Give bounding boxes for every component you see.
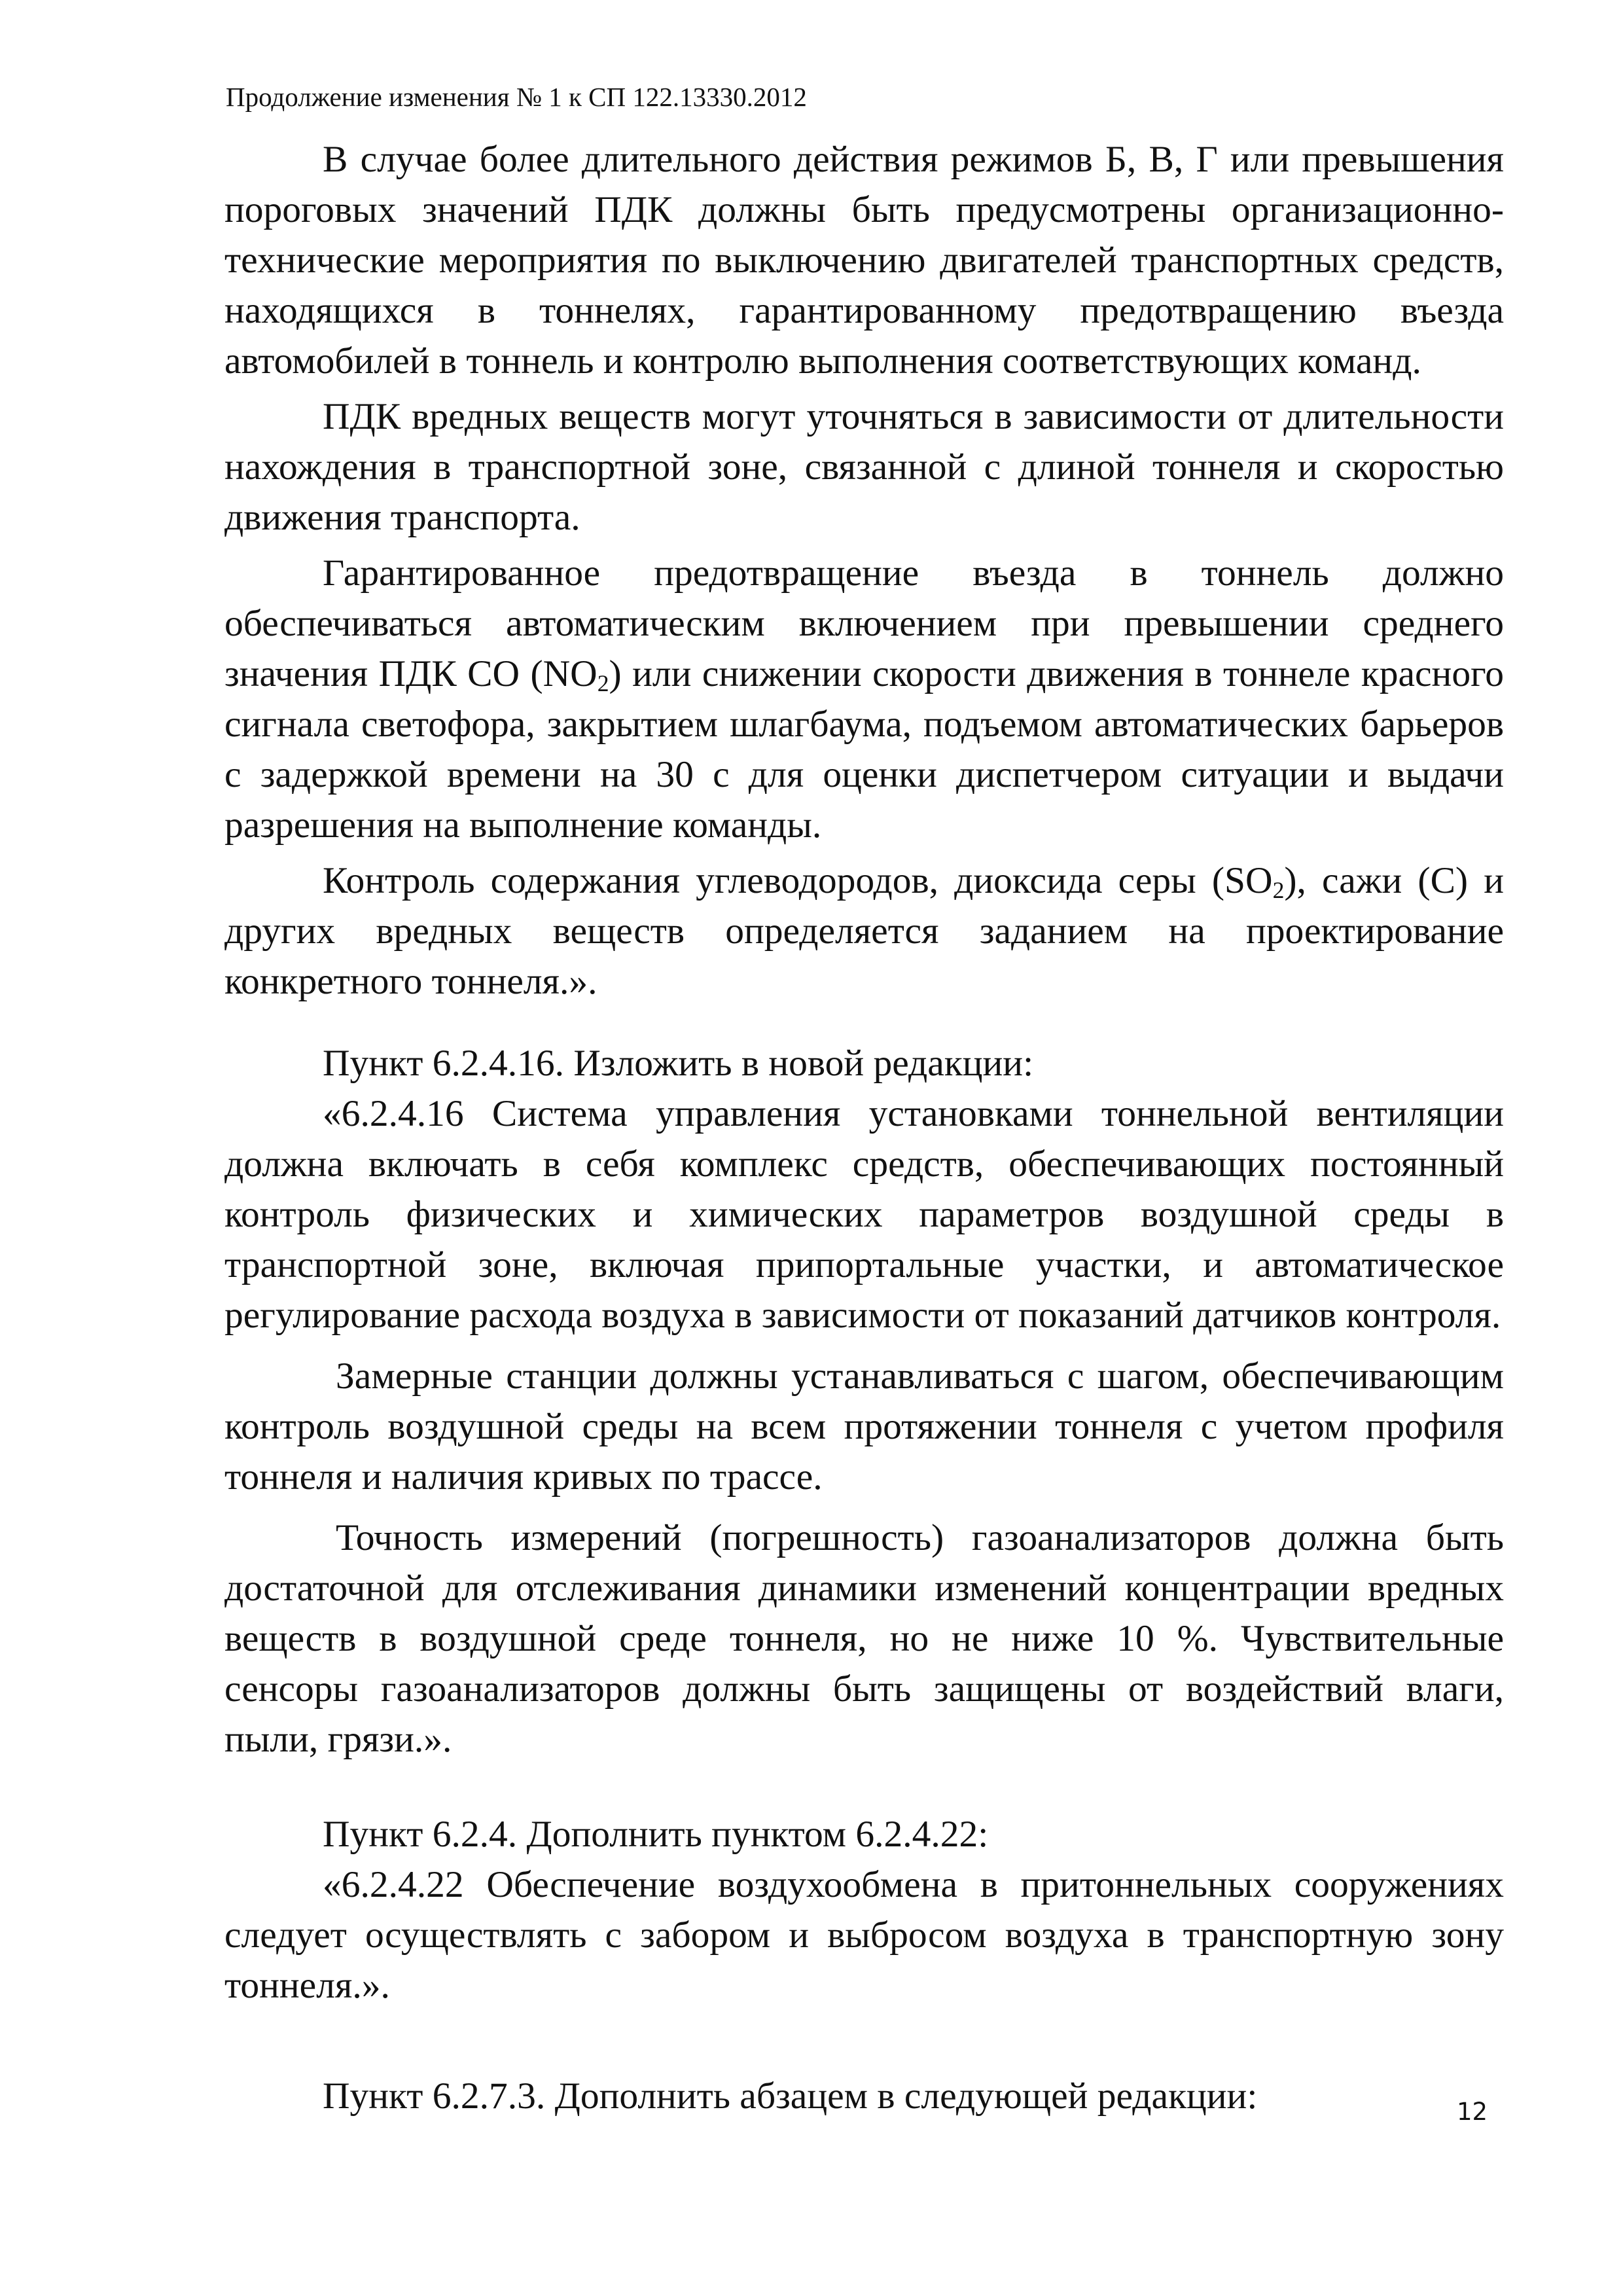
- paragraph-text: Гарантированное предотвращение въезда в тоннель должно обеспечиваться автоматическим включением при превышении среднего значения ПДК СО (NO: [224, 552, 1504, 694]
- section-heading-6-2-4-16: Пункт 6.2.4.16. Изложить в новой редакции:: [323, 1043, 1034, 1084]
- page-number: 12: [1457, 2098, 1488, 2126]
- paragraph-text: Контроль содержания углеводородов, диоксида серы (SO: [323, 860, 1273, 901]
- paragraph-hydrocarbons: [224, 855, 1504, 1007]
- paragraph-control-system: «6.2.4.16 Система управления установками тоннельной вентиляции должна включать в себя комплекс средств, обеспечивающих постоянный контроль физических и химических параметров воздушной среды в транспортной зоне, включая припортальные участки, и автоматическое регулирование расхода воздуха в зависимости от показаний датчиков контроля.: [224, 1093, 1504, 1336]
- paragraph-measuring-stations: Замерные станции должны устанавливаться с шагом, обеспечивающим контроль воздушной среды на всем протяжении тоннеля с учетом профиля тоннеля и наличия кривых по трассе.: [224, 1355, 1504, 1498]
- paragraph-air-exchange: «6.2.4.22 Обеспечение воздухообмена в притоннельных сооружениях следует осуществлять с забором и выбросом воздуха в транспортную зону тоннеля.».: [224, 1864, 1504, 2006]
- section-heading-6-2-4: Пункт 6.2.4. Дополнить пунктом 6.2.4.22:: [323, 1814, 989, 1855]
- paragraph-accuracy: Точность измерений (погрешность) газоанализаторов должна быть достаточной для отслеживания динамики изменений концентрации вредных веществ в воздушной среде тоннеля, но не ниже 10 %. Чувствительные сенсоры газоанализаторов должны быть защищены от воздействий влаги, пыли, грязи.».: [224, 1517, 1504, 1760]
- running-header: Продолжение изменения № 1 к СП 122.13330.2012: [226, 82, 807, 112]
- paragraph-text: ), сажи (С) и других вредных веществ определяется заданием на проектирование конкретного тоннеля.».: [224, 860, 1504, 1002]
- paragraph-text: ) или снижении скорости движения в тоннеле красного сигнала светофора, закрытием шлагбаума, подъемом автоматических барьеров с задержкой времени на 30 с для оценки диспетчером ситуации и выдачи разрешения на выполнение команды.: [224, 653, 1504, 846]
- subscript: 2: [1272, 876, 1285, 903]
- subscript: 2: [597, 670, 609, 696]
- section-heading-6-2-7-3: Пункт 6.2.7.3. Дополнить абзацем в следующей редакции:: [323, 2075, 1258, 2117]
- paragraph-modes: В случае более длительного действия режимов Б, В, Г или превышения пороговых значений ПДК должны быть предусмотрены организационно-технические мероприятия по выключению двигателей транспортных средств, находящихся в тоннелях, гарантированному предотвращению въезда автомобилей в тоннель и контролю выполнения соответствующих команд.: [224, 139, 1504, 382]
- document-body: [224, 134, 1504, 2121]
- paragraph-pdk: ПДК вредных веществ могут уточняться в зависимости от длительности нахождения в транспортной зоне, связанной с длиной тоннеля и скоростью движения транспорта.: [224, 396, 1504, 538]
- paragraph-entry-prevention: [224, 548, 1504, 850]
